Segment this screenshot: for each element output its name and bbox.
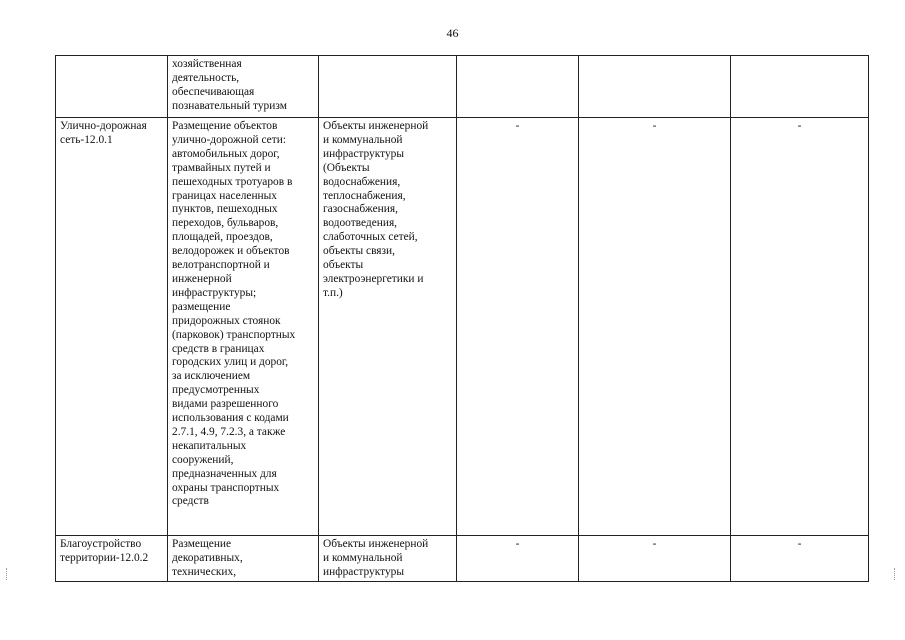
- cell-parameter-2: [579, 118, 731, 536]
- parameter-2-text: -: [652, 538, 657, 550]
- cell-use-name: [56, 536, 168, 582]
- parameter-2-text: -: [652, 120, 657, 132]
- page-number: 46: [446, 26, 459, 40]
- use-description-text: хозяйственная деятельность, обеспечивающая познавательный туризм: [172, 58, 287, 112]
- cell-use-description: [168, 536, 319, 582]
- parameter-3-text: -: [797, 538, 802, 550]
- cell-parameter-1: [457, 536, 579, 582]
- cell-parameter-3: [731, 536, 869, 582]
- parameter-1-text: -: [515, 538, 520, 550]
- scan-edge-mark-right: [894, 568, 897, 580]
- cell-parameter-3: [731, 56, 869, 118]
- use-name-text: Улично-дорожная сеть-12.0.1: [60, 120, 147, 146]
- table-row: [56, 118, 869, 536]
- use-description-text: Размещение объектов улично-дорожной сети: автомобильных дорог, трамвайных путей и пешеходных тротуаров в границах населенных пунктов, пешеходных переходов, бульваров, площадей, проездов, велодорожек и объектов велотранспортной и инженерной инфраструктуры; размещение придорожных стоянок (парковок) транспортных средств в границах городских улиц и дорог, за исключением предусмотренных видами разрешенного использования с кодами 2.7.1, 4.9, 7.2.3, а также некапитальных сооружений, предназначенных для охраны транспортных средств: [172, 120, 296, 508]
- cell-use-name: [56, 56, 168, 118]
- table-row: [56, 536, 869, 582]
- cell-parameter-2: [579, 56, 731, 118]
- cell-auxiliary-use: [319, 536, 457, 582]
- cell-auxiliary-use: [319, 56, 457, 118]
- cell-parameter-2: [579, 536, 731, 582]
- land-use-table: [55, 55, 869, 582]
- table-row: [56, 56, 869, 118]
- cell-parameter-1: [457, 56, 579, 118]
- auxiliary-use-text: Объекты инженерной и коммунальной инфраструктуры (Объекты водоснабжения, теплоснабжения, газоснабжения, водоотведения, слаботочных сетей, объекты связи, объекты электроэнергетики и т.п.): [323, 120, 429, 299]
- cell-use-name: [56, 118, 168, 536]
- use-description-text: Размещение декоративных, технических,: [172, 538, 243, 578]
- cell-auxiliary-use: [319, 118, 457, 536]
- cell-parameter-1: [457, 118, 579, 536]
- parameter-1-text: -: [515, 120, 520, 132]
- auxiliary-use-text: Объекты инженерной и коммунальной инфраструктуры: [323, 538, 429, 578]
- use-name-text: Благоустройство территории-12.0.2: [60, 538, 149, 564]
- cell-use-description: [168, 118, 319, 536]
- cell-parameter-3: [731, 118, 869, 536]
- cell-use-description: [168, 56, 319, 118]
- parameter-3-text: -: [797, 120, 802, 132]
- scan-edge-mark-left: [6, 568, 9, 580]
